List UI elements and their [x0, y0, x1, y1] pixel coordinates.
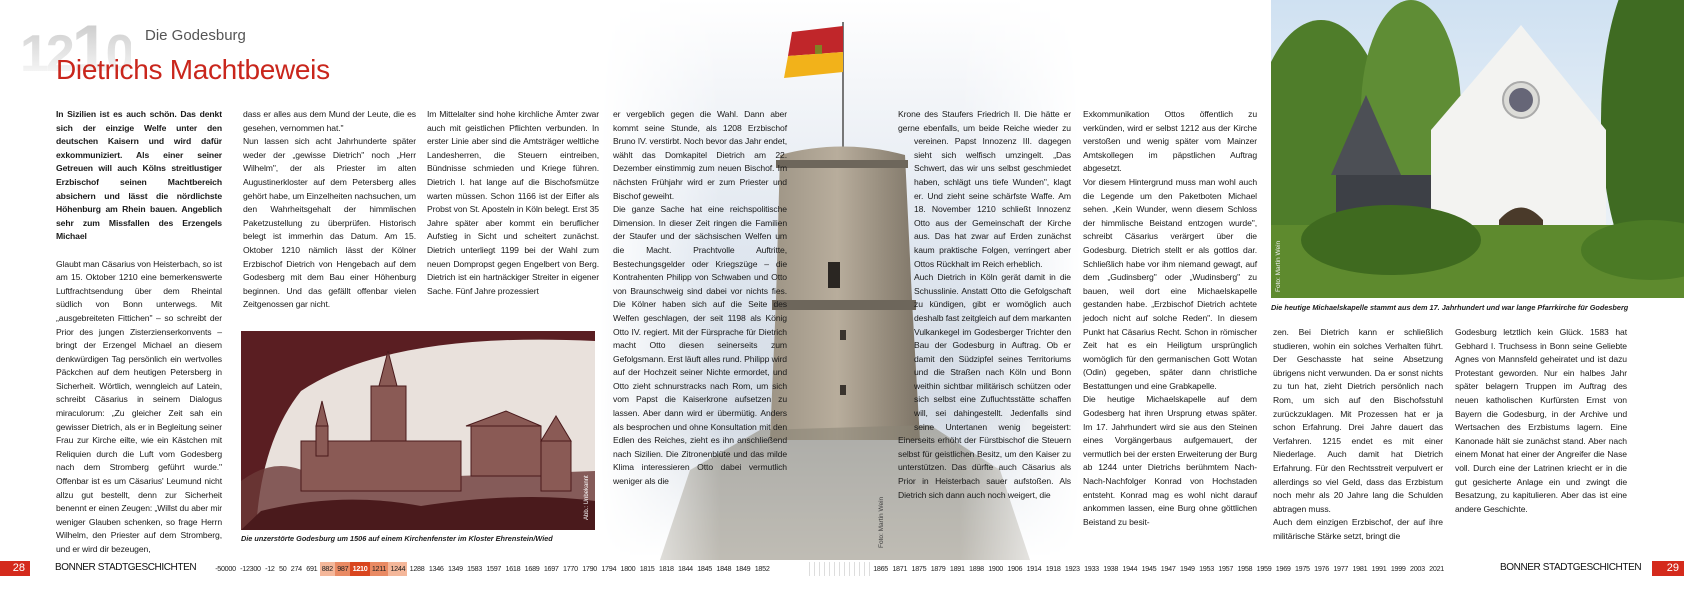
timeline-year: 1849 — [735, 564, 751, 573]
timeline-left — [213, 562, 772, 576]
timeline-year: 1210 — [350, 562, 369, 576]
timeline-year: 1977 — [1333, 564, 1349, 573]
article-title: Dietrichs Machtbeweis — [56, 54, 330, 85]
intro-lead: In Sizilien ist es auch schön. Das denkt sich der einzige Welfe unter den deutschen Kaisern und wird dafür exkommuniziert. Als einer seiner Getreuen will auch Kölns streitlustiger Erzbischof seinen Machtbereich absichern und lässt die nördlichste Höhenburg am Rhein bauen. Angeblich sehr zum Missfallen des Erzengels Michael — [56, 109, 222, 242]
timeline-year: 1891 — [949, 564, 965, 573]
timeline-year: 691 — [306, 564, 318, 573]
page-number-right: 29 — [1652, 561, 1684, 576]
timeline-year: 1794 — [601, 564, 617, 573]
paragraph: Vor diesem Hintergrund muss man wohl auch die Legende um den Paketboten Michael sehen. „Kein Wunder, wenn diesem Schloss der himmlische Beistand entzogen wurde", schreibt Cäsarius verärgert über die Godesburg. Dietrich stellt er als gottlos dar. Schließlich habe vor ihm niemand gewagt, auf dem „Gudinsberg" oder „Wudinsberg" zu bauen, weil dort eine Michaelskapelle gestanden habe. „Erzbischof Dietrich achtete jedoch nicht auf solche Reden". In diesem Punkt hat Cäsarius Recht. Schon in römischer Zeit hat es ein Heiligtum ursprünglich womöglich für den germanischen Gott Wotan (Odin) gegeben, später dann christliche Bestattungen und eine Grabkapelle. — [1083, 176, 1257, 391]
tower-photo-credit: Foto: Martin Wein — [878, 496, 885, 548]
timeline-year: 1815 — [639, 564, 655, 573]
column-4 — [613, 108, 787, 489]
paragraph: Krone des Staufers Friedrich II. Die hätte er gerne ebenfalls, um beide Reiche wieder zu vereinen. Papst Innozenz III. dagegen sieht sich welfisch umzingelt. „Das Schwert, das wir uns selbst geschmiedet haben, schlägt uns tiefe Wunden", klagt er. Und zieht seine schärfste Waffe. Am 18. November 1210 schließt Innozenz Otto aus der Gemeinschaft der Kirche aus. Das hat zwar auf Erden zunächst kaum praktische Folgen, verringert aber Ottos Rückhalt im Reich erheblich. — [898, 109, 1071, 269]
timeline-year: 50 — [279, 564, 287, 573]
church-photo-credit: Foto: Martin Wein — [1275, 240, 1282, 292]
timeline-year: 1923 — [1064, 564, 1080, 573]
paragraph: Die heutige Michaelskapelle auf dem Godesberg hat ihren Ursprung etwas später. Im 17. Jahrhundert wird sie aus den Steinen eines Vorgängerbaus aufgemauert, der vermutlich bei der ersten Erweiterung der Burg ab 1244 unter Dietrichs berühmtem Nach-Nach-Nachfolger Konrad von Hochstaden entsteht. Konrad mag es wohl nicht darauf ankommen lassen, eine Burg ohne göttlichen Beistand zu besit- — [1083, 394, 1257, 527]
timeline-year: 1597 — [486, 564, 502, 573]
timeline-year: 1969 — [1275, 564, 1291, 573]
column-8 — [1455, 326, 1627, 516]
timeline-year: 1944 — [1122, 564, 1138, 573]
timeline-year: 1953 — [1199, 564, 1214, 573]
timeline-year: 1852 — [754, 564, 770, 573]
timeline-right — [871, 562, 1446, 576]
timeline-year: 1288 — [409, 564, 425, 573]
timeline-year: 1848 — [716, 564, 732, 573]
magazine-name-left: BONNER STADTGESCHICHTEN — [55, 562, 197, 573]
timeline-year: 1933 — [1084, 564, 1099, 573]
timeline-year: 1583 — [467, 564, 482, 573]
timeline-year: -12300 — [240, 564, 261, 573]
timeline-year: 1957 — [1218, 564, 1234, 573]
timeline-year: 1800 — [620, 564, 636, 573]
timeline-year: 1875 — [911, 564, 927, 573]
flag-icon — [784, 26, 843, 78]
timeline-year: 1947 — [1160, 564, 1176, 573]
engraving-credit: Abb.: Unbekannt — [584, 475, 590, 520]
timeline-year: 1349 — [447, 564, 463, 573]
paragraph: Godesburg letztlich kein Glück. 1583 hat Gebhard I. Truchsess in Bonn seine Geliebte Agnes von Mannsfeld geheiratet und ist dazu Protestant geworden. Nur ein halbes Jahr später belagern Truppen im Auftrag des neuen katholischen Kurfürsten Ernst von Bayern die Godesburg, in der Archive und Wertsachen des Erzbistums lagern. Eine Kanonade hält sie zunächst stand. Aber nach einem Monat hat einer der Angreifer die Nase voll. Durch eine der Latrinen kriecht er in die gut gesicherte Anlage ein und zwingt die Besatzung, zu kapitulieren. Aber das ist eine andere Geschichte. — [1455, 327, 1627, 514]
paragraph: Glaubt man Cäsarius von Heisterbach, so ist am 15. Oktober 1210 eine bemerkenswerte Luftfrachtsendung über dem Rheintal südlich von Bonn unterwegs. Mit „ausgebreiteten Fittichen" – so schreibt der Prior des jungen Zisterzienserkonvents – bringt der Erzengel Michael an diesem denkwürdigen Tag persönlich ein wertvolles Päckchen auf dem heutigen Petersberg in Sicherheit. Wörtlich, wenngleich auf Latein, schreibt Cäsarius in seinem Dialogus miraculorum: „Zu gleicher Zeit sah ein gewisser Dietrich, als er in Begleitung seiner Frau zur Kirche eilte, wie ein Kästchen mit Reliquien durch die Luft vom Godesberg nach dem Stromberg geführt wurde." Offenbar ist es um Cäsarius' Leumund nicht allzu gut bestellt, denn zur Sicherheit benennt er einen Zeugen: „Willst du aber mir weniger Glauben schenken, so frage Herrn Wilhelm, den Priester auf dem Stromberg, und er wird dir bezeugen, — [56, 258, 222, 554]
timeline-year: 1959 — [1256, 564, 1272, 573]
timeline-year: 1898 — [969, 564, 984, 573]
section-kicker: Die Godesburg — [145, 27, 246, 44]
timeline-year: 1958 — [1237, 564, 1253, 573]
timeline-year: 1975 — [1294, 564, 1310, 573]
paragraph: dass er alles aus dem Mund der Leute, die es gesehen, vernommen hat." — [243, 109, 416, 133]
church-window-engraving-image — [241, 331, 595, 530]
timeline-year: 1976 — [1314, 564, 1329, 573]
timeline-divider — [809, 562, 871, 576]
michaelskapelle-photo — [1271, 0, 1684, 298]
church-caption: Die heutige Michaelskapelle stammt aus dem 17. Jahrhundert und war lange Pfarrkirche für Godesberg — [1271, 303, 1629, 312]
timeline-year: 1770 — [563, 564, 578, 573]
timeline-year: 1879 — [930, 564, 946, 573]
timeline-year: 1211 — [370, 562, 389, 576]
paragraph: Die ganze Sache hat eine reichspolitische Dimension. In dieser Zeit ringen die Familien der Staufer und der sächsischen Welfen um die Macht. Prachtvolle Auftritte, Bestechungsgelder oder Kriegszüge – die Kontrahenten Philipp von Schwaben und Otto von Braunschweig sind dabei vor nichts fies. Die Kölner haben sich auf die Seite des Welfen geschlagen, der seit 1198 als König Otto IV. regiert. Mit der Fürsprache für Dietrich macht Otto diesen seinerseits zum Gefolgsmann. Erst läuft alles rund. Philipp wird auf der Hochzeit seiner Nichte ermordet, und Otto zieht schnurstracks nach Rom, um sich vom Papst die Kaiserkrone aufsetzen zu lassen. Aber dann wird er übermütig. Anders als besprochen und ohne Konsultation mit den Edlen des Reiches, zieht es ihn anschließend nach Sizilien. Die Zitronenblüte und das milde Klima interessieren Otto dabei vermutlich weniger als die — [613, 204, 787, 487]
timeline-year: 1914 — [1026, 564, 1042, 573]
paragraph: er vergeblich gegen die Wahl. Dann aber kommt seine Stunde, als 1208 Erzbischof Bruno IV. verstirbt. Noch bevor das Jahr endet, wählt das Domkapitel Dietrich am 22. Dezember einstimmig zum neuen Bischof. Im nächsten Frühjahr wird er zum Priester und Bischof geweiht. — [613, 109, 787, 201]
paragraph: Auch Dietrich in Köln gerät damit in die Schusslinie. Anstatt Otto die Gefolgschaft zu kündigen, gibt er womöglich auch deshalb fast zeitgleich auf dem markanten Vulkankegel im Godesberger Trichter den Bau der Godesburg in Auftrag. Ob er damit den Südzipfel seines Territoriums und die Straßen nach Köln und Bonn weithin sichtbar militärisch schützen oder sich selbst eine Zufluchtsstätte schaffen will, sei dahingestellt. Jedenfalls sind seine Untertanen wenig begeistert: Einerseits erhöht der Fürstbischof die Steuern selbst für geistlichen Besitz, um den Kaiser zu unterstützen. Das dürfte auch Cäsarius als Prior in Heisterbach sauer aufstoßen. Als Dietrich sich dann auch noch weigert, die — [898, 272, 1071, 500]
timeline-year: -12 — [265, 564, 275, 573]
timeline-year: 1938 — [1103, 564, 1119, 573]
timeline-year: 1346 — [428, 564, 444, 573]
timeline-year: 2003 — [1410, 564, 1425, 573]
timeline-year: 1865 — [873, 564, 888, 573]
timeline-year: 1999 — [1390, 564, 1406, 573]
paragraph: Exkommunikation Ottos öffentlich zu verkünden, wird er selbst 1212 aus der Kirche verstoßen und wenig später vom Mainzer Amtskollegen im päpstlichen Auftrag abgesetzt. — [1083, 109, 1257, 174]
column-3 — [427, 108, 599, 298]
page-number-left: 28 — [0, 561, 30, 576]
column-6 — [1083, 108, 1257, 529]
year-digit-1: 1 — [71, 11, 106, 85]
timeline-year: 1697 — [543, 564, 559, 573]
column-5 — [898, 108, 1071, 502]
paragraph: zen. Bei Dietrich kann er schließlich studieren, wohin ein solches Verhalten führt. Der Geschasste hat seine Absetzung übrigens nicht verwunden. Da er sonst nichts zu tun hat, zieht Dietrich persönlich nach Rom, um sich auf den Bischofsstuhl zurückzuklagen. Mit Prozessen hat er ja schon Erfahrung. Drei Jahre dauert das Verfahren. 1215 endet es mit einer Niederlage. Auch damit hat Dietrich Erfahrung. Für den Rechtsstreit verpulvert er allerdings so viel Geld, dass das Erzbistum noch mehr als 20 Jahre lang die Schulden abtragen muss. — [1273, 327, 1443, 514]
timeline-year: 1844 — [678, 564, 693, 573]
column-7 — [1273, 326, 1443, 544]
timeline-year: 1949 — [1179, 564, 1195, 573]
paragraph: Auch dem einzigen Erzbischof, der auf ihre militärische Stärke setzt, bringt die — [1273, 517, 1443, 541]
timeline-year: 1945 — [1141, 564, 1157, 573]
timeline-year: 987 — [335, 562, 350, 576]
timeline-year: 1618 — [505, 564, 521, 573]
column-2 — [243, 108, 416, 312]
column-1 — [56, 108, 222, 557]
timeline-year: 2021 — [1429, 564, 1444, 573]
timeline-year: 1790 — [582, 564, 597, 573]
timeline-year: 1689 — [524, 564, 540, 573]
timeline-year: 1818 — [658, 564, 674, 573]
paragraph: Nun lassen sich acht Jahrhunderte später weder der „gewisse Dietrich" noch „Herr Wilhelm", der als Priester im alten Augustinerkloster auf dem Petersberg alles gehört habe, um Einzelheiten nachsuchen, um den Wahrheitsgehalt der himmlischen Paketzustellung zu überprüfen. Historisch belegt ist immerhin das Datum. Am 15. Oktober 1210 nämlich lässt der Kölner Erzbischof Dietrich von Hengebach auf dem Godesberg mit dem Bau einer Höhenburg beginnen. Und das gefällt offenbar vielen Zeitgenossen gar nicht. — [243, 136, 416, 310]
magazine-name-right: BONNER STADTGESCHICHTEN — [1500, 562, 1642, 573]
timeline-year: -50000 — [215, 564, 236, 573]
timeline-year: 1871 — [892, 564, 908, 573]
timeline-year: 882 — [320, 562, 335, 576]
timeline-year: 1906 — [1007, 564, 1023, 573]
timeline-year: 1981 — [1352, 564, 1368, 573]
year-digits-12: 12 — [20, 25, 72, 83]
paragraph: Im Mittelalter sind hohe kirchliche Ämter zwar auch mit geistlichen Pflichten verbunden. In erster Linie aber sind die Amtsträger weltliche Landesherren, die Steuern eintreiben, Bündnisse schmieden und Kriege führen. Dietrich I. hat lange auf die Bischofsmütze warten müssen. Schon 1166 ist der Eifler als Probst von St. Aposteln in Köln belegt. Erst 35 Jahre später aber kommt ein beruflicher Aufstieg in Sicht und scheitert zunächst. Dietrich unterliegt 1199 bei der Wahl zum neuen Dompropst gegen Engelbert von Berg. Dietrich ist ein hartnäckiger Streiter in eigener Sache. Fünf Jahre prozessiert — [427, 109, 599, 296]
timeline-year: 1918 — [1045, 564, 1061, 573]
timeline-year: 1845 — [697, 564, 713, 573]
timeline-year: 1991 — [1371, 564, 1387, 573]
timeline-year: 274 — [290, 564, 302, 573]
year-digit-0: 0 — [105, 25, 132, 83]
engraving-caption: Die unzerstörte Godesburg um 1506 auf einem Kirchenfenster im Kloster Ehrenstein/Wied — [241, 534, 553, 543]
timeline-year: 1244 — [388, 562, 407, 576]
timeline-year: 1900 — [988, 564, 1004, 573]
